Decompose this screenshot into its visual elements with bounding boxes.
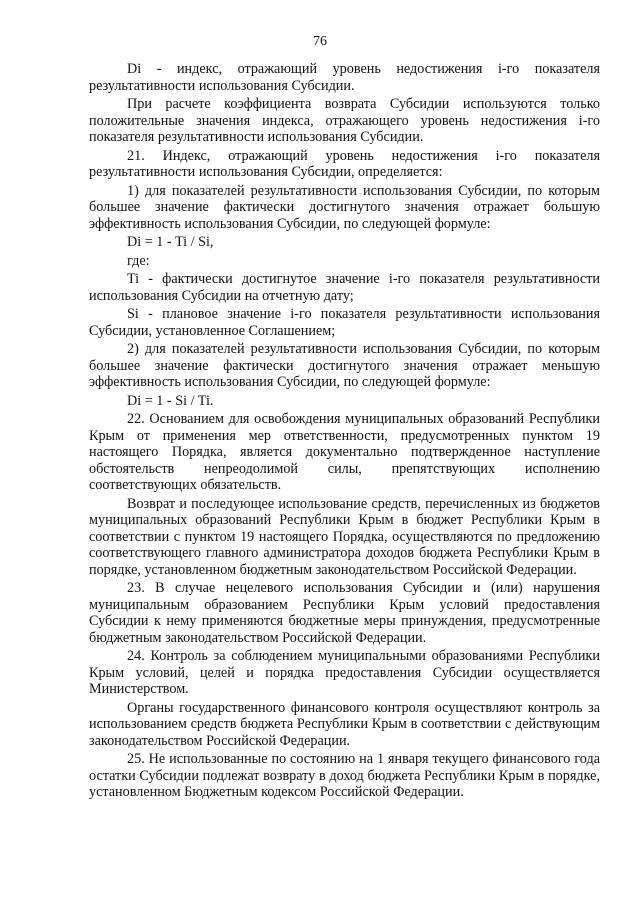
formula: Di = 1 - Ti / Si, (127, 234, 214, 250)
formula: Di = 1 - Si / Ti. (127, 392, 214, 409)
paragraph: Si - плановое значение i-го показателя результативности использования Субсидии, установленное Соглашением; (89, 306, 600, 339)
paragraph: 23. В случае нецелевого использования Субсидии и (или) нарушения муниципальным образованием Республики Крым условий предоставления Субсидии к нему применяются бюджетные меры принуждения, предусмотренные бюджетным законодательством Российской Федерации. (89, 580, 600, 646)
paragraph: 24. Контроль за соблюдением муниципальными образованиями Республики Крым условий, целей и порядка предоставления Субсидии осуществляется Министерством. (89, 648, 600, 697)
paragraph: Ti - фактически достигнутое значение i-го показателя результативности использования Субсидии на отчетную дату; (89, 271, 600, 304)
paragraph: 2) для показателей результативности использования Субсидии, по которым большее значение фактически достигнутого значения отражает меньшую эффективность использования Субсидии, по следующей формуле: (89, 341, 600, 390)
page-number: 76 (313, 34, 327, 49)
paragraph: 1) для показателей результативности использования Субсидии, по которым большее значение фактически достигнутого значения отражает большую эффективность использования Субсидии, по следующей формуле: (89, 182, 600, 232)
paragraph: где: (127, 252, 150, 269)
document-body (89, 61, 600, 803)
paragraph: Органы государственного финансового контроля осуществляют контроль за использованием средств бюджета Республики Крым в соответствии с действующим законодательством Российской Федерации. (89, 699, 600, 749)
paragraph: При расчете коэффициента возврата Субсидии используются только положительные значения индекса, отражающего уровень недостижения i-го показателя результативности использования Субсидии. (89, 96, 600, 145)
paragraph: Di - индекс, отражающий уровень недостижения i-го показателя результативности использования Субсидии. (89, 61, 600, 94)
paragraph: 25. Не использованные по состоянию на 1 января текущего финансового года остатки Субсидии подлежат возврату в доход бюджета Республики Крым в порядке, установленном Бюджетным кодексом Российской Федерации. (89, 751, 600, 800)
paragraph: Возврат и последующее использование средств, перечисленных из бюджетов муниципальных образований Республики Крым в бюджет Республики Крым в соответствии с пунктом 19 настоящего Порядка, осуществляются по предложению соответствующего главного администратора доходов бюджета Республики Крым в порядке, установленном бюджетным законодательством Российской Федерации. (89, 495, 600, 578)
paragraph: 22. Основанием для освобождения муниципальных образований Республики Крым от применения мер ответственности, предусмотренных пунктом 19 настоящего Порядка, является документально подтвержденное наступление обстоятельств непреодолимой силы, препятствующих исполнению соответствующих обязательств. (89, 411, 600, 493)
paragraph: 21. Индекс, отражающий уровень недостижения i-го показателя результативности использования Субсидии, определяется: (89, 147, 600, 180)
